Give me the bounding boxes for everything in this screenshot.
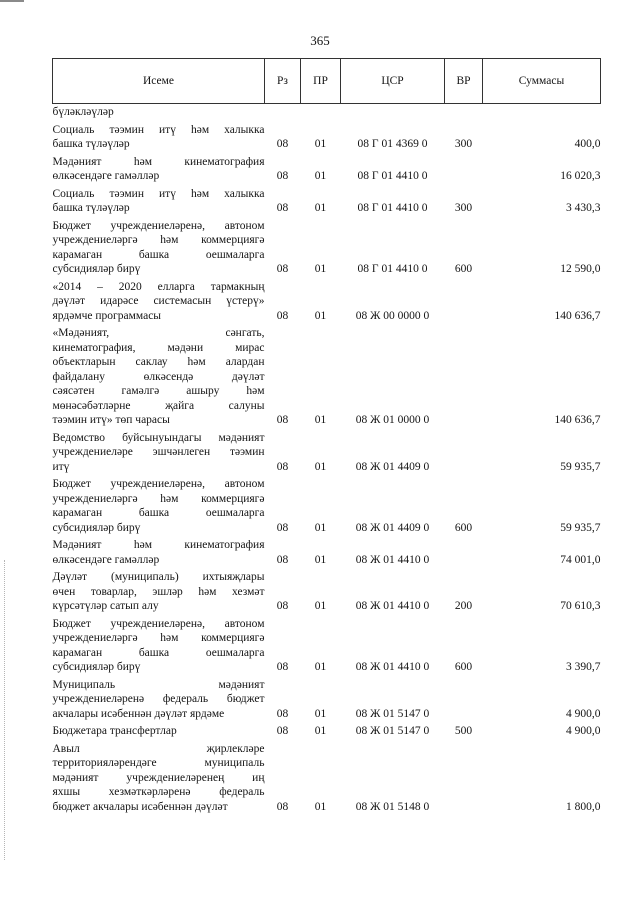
row-sum: 4 900,0 bbox=[566, 707, 601, 720]
row-csr: 08 Ж 01 4410 0 bbox=[355, 553, 430, 566]
row-name-line: файдалану өлкәсендә дәүләт bbox=[52, 370, 265, 383]
header-rz: Рз bbox=[265, 59, 301, 104]
row-name-line: Мәдәният һәм кинематография bbox=[52, 539, 265, 551]
table-row bbox=[53, 184, 601, 216]
row-csr: 08 Г 01 4410 0 bbox=[357, 202, 428, 214]
row-csr: 08 Ж 01 5148 0 bbox=[355, 800, 430, 813]
row-csr: 08 Г 01 4410 0 bbox=[357, 170, 428, 182]
row-rz: 08 bbox=[276, 707, 289, 720]
row-name-line: өчен товарлар, эшләр һәм хезмәт bbox=[52, 585, 265, 598]
row-pr: 01 bbox=[314, 263, 327, 275]
table-row bbox=[53, 104, 601, 120]
row-name bbox=[53, 216, 265, 277]
row-rz: 08 bbox=[276, 170, 289, 182]
row-rz: 08 bbox=[276, 521, 289, 534]
table-row bbox=[53, 614, 601, 675]
row-pr: 01 bbox=[314, 202, 327, 214]
row-name-line: учреждениеләре эшчәнлеген тәэмин bbox=[52, 446, 265, 458]
row-csr: 08 Ж 00 0000 0 bbox=[355, 309, 430, 322]
row-name-line: Авыл җирлекләре bbox=[52, 742, 265, 755]
row-name bbox=[53, 120, 265, 152]
row-pr: 01 bbox=[314, 309, 327, 322]
row-name-line: Бюджетара трансфертлар bbox=[52, 725, 177, 737]
table-row bbox=[53, 675, 601, 722]
table-row bbox=[53, 277, 601, 324]
row-vr: 600 bbox=[454, 661, 473, 673]
row-name-line: тәэмин итү» төп чарасы bbox=[52, 414, 170, 426]
header-pr: ПР bbox=[301, 59, 341, 104]
row-vr bbox=[445, 535, 483, 567]
row-name bbox=[53, 739, 265, 815]
row-rz: 08 bbox=[276, 661, 289, 673]
row-name-line: учреждениеләргә һәм коммерциягә bbox=[52, 632, 265, 644]
row-name bbox=[53, 277, 265, 324]
row-sum: 12 590,0 bbox=[560, 263, 601, 275]
row-vr bbox=[445, 152, 483, 184]
row-name bbox=[53, 721, 265, 739]
row-rz: 08 bbox=[276, 725, 289, 737]
row-name-line: күрсәтүләр сатып алу bbox=[52, 600, 159, 612]
row-vr bbox=[445, 323, 483, 428]
row-vr bbox=[445, 104, 483, 120]
row-name-line: субсидияләр бирү bbox=[52, 661, 141, 673]
header-csr: ЦСР bbox=[341, 59, 445, 104]
row-sum: 3 430,3 bbox=[566, 202, 601, 214]
row-pr bbox=[301, 104, 341, 120]
row-rz: 08 bbox=[276, 202, 289, 214]
row-rz: 08 bbox=[276, 138, 289, 150]
row-name-line: карамаган башка оешмаларга bbox=[52, 507, 265, 519]
row-pr: 01 bbox=[314, 170, 327, 182]
table-row bbox=[53, 152, 601, 184]
row-csr: 08 Ж 01 4410 0 bbox=[355, 661, 430, 673]
table-row bbox=[53, 535, 601, 567]
row-name bbox=[53, 184, 265, 216]
table-row bbox=[53, 216, 601, 277]
row-rz bbox=[265, 104, 301, 120]
row-name-line: Бюджет учреждениеләренә, автоном bbox=[52, 478, 265, 490]
row-sum: 16 020,3 bbox=[560, 170, 601, 182]
header-vr: ВР bbox=[445, 59, 483, 104]
row-name-line: Мәдәният һәм кинематография bbox=[52, 155, 265, 168]
row-pr: 01 bbox=[314, 600, 327, 612]
row-sum: 3 390,7 bbox=[566, 661, 601, 673]
row-sum: 4 900,0 bbox=[566, 725, 601, 737]
header-name: Исеме bbox=[53, 59, 265, 104]
row-name-line: дәүләт идарәсе системасын үстерү» bbox=[52, 295, 265, 307]
row-sum: 59 935,7 bbox=[560, 521, 601, 534]
row-csr: 08 Ж 01 4410 0 bbox=[355, 600, 430, 612]
row-name-line: бюджет акчалары исәбеннән дәүләт bbox=[52, 800, 228, 813]
row-vr bbox=[445, 675, 483, 722]
budget-table bbox=[52, 58, 601, 814]
row-vr: 300 bbox=[454, 202, 473, 214]
row-rz: 08 bbox=[276, 414, 289, 426]
table-row bbox=[53, 428, 601, 475]
header-sum: Суммасы bbox=[483, 59, 601, 104]
row-csr: 08 Ж 01 4409 0 bbox=[355, 521, 430, 534]
row-vr bbox=[445, 739, 483, 815]
row-sum: 140 636,7 bbox=[554, 414, 601, 426]
scan-margin-line bbox=[4, 560, 6, 860]
row-name-line: объектларын саклау һәм алардан bbox=[52, 356, 265, 368]
row-vr: 600 bbox=[454, 263, 473, 275]
row-rz: 08 bbox=[276, 600, 289, 612]
row-name bbox=[53, 104, 265, 120]
row-name-line: яхшы хезмәткәрләренә федераль bbox=[52, 786, 265, 798]
row-name-line: Ведомство буйсынуындагы мәдәният bbox=[52, 431, 265, 444]
row-name-line: субсидияләр бирү bbox=[52, 263, 141, 275]
row-rz: 08 bbox=[276, 460, 289, 473]
row-name-line: өлкәсендәге гамәлләр bbox=[52, 170, 160, 182]
row-sum: 74 001,0 bbox=[560, 553, 601, 566]
row-pr: 01 bbox=[314, 707, 327, 720]
table-row bbox=[53, 120, 601, 152]
table-row bbox=[53, 474, 601, 535]
row-name-line: өлкәсендәге гамәлләр bbox=[52, 553, 160, 566]
row-name-line: Социаль тәэмин итү һәм халыкка bbox=[52, 187, 265, 200]
row-name-line: башка түләүләр bbox=[52, 138, 130, 150]
row-vr bbox=[445, 277, 483, 324]
row-csr: 08 Ж 01 0000 0 bbox=[355, 414, 430, 426]
row-name bbox=[53, 567, 265, 614]
row-rz: 08 bbox=[276, 553, 289, 566]
row-name-line: Бюджет учреждениеләренә, автоном bbox=[52, 617, 265, 630]
row-name-line: бүләкләүләр bbox=[52, 106, 114, 118]
row-name-line: сәясәтен гамәлгә ашыру һәм bbox=[52, 385, 265, 397]
row-name-line: учреждениеләргә һәм коммерциягә bbox=[52, 234, 265, 246]
row-rz: 08 bbox=[276, 309, 289, 322]
row-name-line: мәдәният учреждениеләренең иң bbox=[52, 771, 265, 784]
row-sum: 59 935,7 bbox=[560, 460, 601, 473]
table-row bbox=[53, 721, 601, 739]
row-csr: 08 Ж 01 4409 0 bbox=[355, 460, 430, 473]
row-name-line: территорияләрендәге муниципаль bbox=[52, 757, 265, 769]
row-name-line: мөнәсәбәтләрне җайга салуны bbox=[52, 399, 265, 412]
row-name bbox=[53, 535, 265, 567]
row-name-line: субсидияләр бирү bbox=[52, 521, 141, 534]
row-sum: 140 636,7 bbox=[554, 309, 601, 322]
row-name-line: акчалары исәбеннән дәүләт ярдәме bbox=[52, 707, 225, 720]
row-vr: 200 bbox=[454, 600, 473, 612]
row-name bbox=[53, 323, 265, 428]
row-name-line: Муниципаль мәдәният bbox=[52, 678, 265, 691]
row-name-line: учреждениеләргә һәм коммерциягә bbox=[52, 492, 265, 505]
row-vr: 500 bbox=[454, 725, 473, 737]
row-pr: 01 bbox=[314, 414, 327, 426]
row-name-line: башка түләүләр bbox=[52, 202, 130, 214]
row-name-line: «Мәдәният, сәнгать, bbox=[52, 327, 265, 339]
row-rz: 08 bbox=[276, 263, 289, 275]
row-name-line: «2014 – 2020 елларга тармакның bbox=[52, 280, 265, 293]
row-name bbox=[53, 614, 265, 675]
row-csr: 08 Ж 01 5147 0 bbox=[355, 725, 430, 737]
row-name-line: ярдәмче программасы bbox=[52, 309, 162, 322]
row-name-line: Бюджет учреждениеләренә, автоном bbox=[52, 219, 265, 232]
table-body bbox=[53, 104, 601, 815]
row-name-line: карамаган башка оешмаларга bbox=[52, 646, 265, 659]
row-pr: 01 bbox=[314, 521, 327, 534]
row-vr bbox=[445, 428, 483, 475]
table-header-row bbox=[53, 59, 601, 104]
row-sum: 400,0 bbox=[574, 138, 601, 150]
row-pr: 01 bbox=[314, 725, 327, 737]
row-name bbox=[53, 675, 265, 722]
scan-corner-mark bbox=[0, 0, 24, 2]
row-name bbox=[53, 474, 265, 535]
row-sum: 70 610,3 bbox=[560, 600, 601, 612]
row-name-line: Социаль тәэмин итү һәм халыкка bbox=[52, 123, 265, 136]
row-csr: 08 Г 01 4369 0 bbox=[357, 138, 428, 150]
row-sum bbox=[483, 104, 601, 120]
table-row bbox=[53, 323, 601, 428]
row-name-line: Дәүләт (муниципаль) ихтыяҗлары bbox=[52, 571, 265, 583]
row-csr: 08 Ж 01 5147 0 bbox=[355, 707, 430, 720]
row-name-line: итү bbox=[52, 460, 70, 473]
row-name-line: учреждениеләренә федераль бюджет bbox=[52, 693, 265, 705]
row-name-line: карамаган башка оешмаларга bbox=[52, 248, 265, 261]
row-pr: 01 bbox=[314, 800, 327, 813]
row-vr: 300 bbox=[454, 138, 473, 150]
row-vr: 600 bbox=[454, 521, 473, 534]
row-name bbox=[53, 152, 265, 184]
row-pr: 01 bbox=[314, 553, 327, 566]
row-csr: 08 Г 01 4410 0 bbox=[357, 263, 428, 275]
row-rz: 08 bbox=[276, 800, 289, 813]
table-row bbox=[53, 567, 601, 614]
row-name-line: кинематография, мәдәни мирас bbox=[52, 341, 265, 354]
row-sum: 1 800,0 bbox=[566, 800, 601, 813]
row-name bbox=[53, 428, 265, 475]
row-pr: 01 bbox=[314, 460, 327, 473]
row-pr: 01 bbox=[314, 138, 327, 150]
page-number: 365 bbox=[310, 33, 330, 48]
row-csr bbox=[341, 104, 445, 120]
row-pr: 01 bbox=[314, 661, 327, 673]
table-row bbox=[53, 739, 601, 815]
